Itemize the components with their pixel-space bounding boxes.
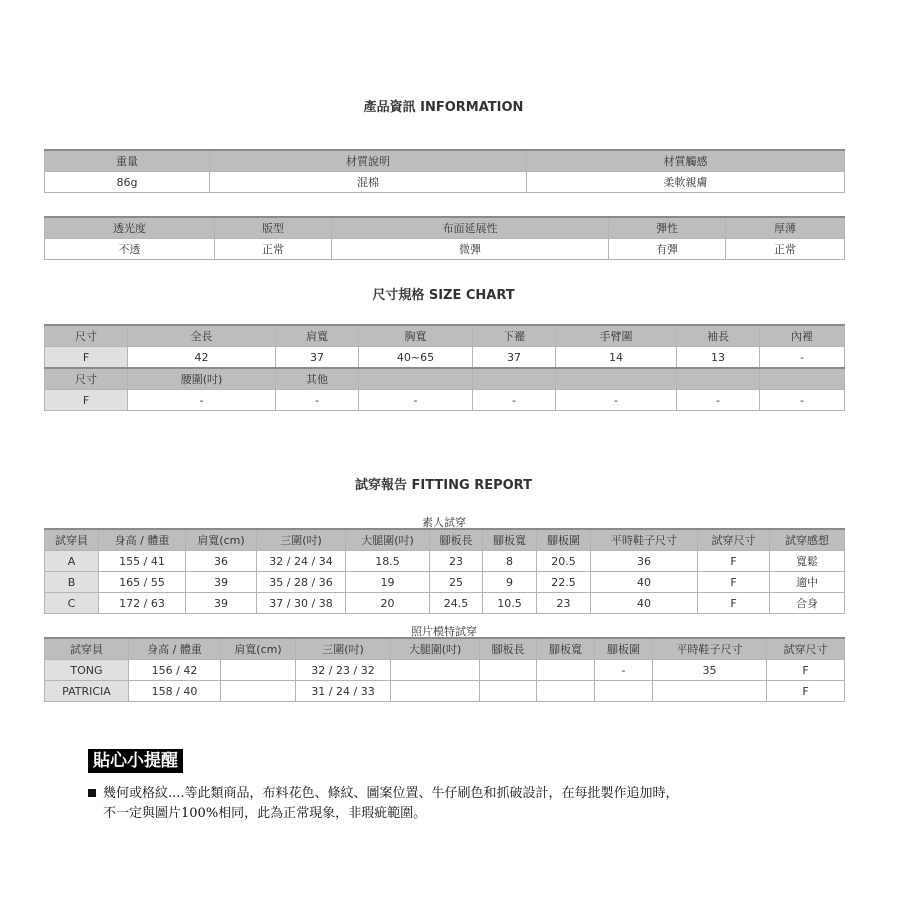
table-cell: F bbox=[698, 593, 770, 614]
table-cell: 23 bbox=[537, 593, 591, 614]
table-cell bbox=[391, 681, 480, 702]
material-table bbox=[44, 149, 845, 193]
table-cell: 22.5 bbox=[537, 572, 591, 593]
value-cell: - bbox=[677, 390, 760, 411]
table-cell: 156 / 42 bbox=[129, 660, 221, 681]
header-sleeve: 袖長 bbox=[677, 325, 760, 347]
value-weight: 86g bbox=[45, 172, 210, 193]
table-cell: 24.5 bbox=[430, 593, 483, 614]
table-cell: 31 / 24 / 33 bbox=[296, 681, 391, 702]
value-elasticity: 有彈 bbox=[609, 239, 726, 260]
value-cell: - bbox=[359, 390, 473, 411]
table-cell: 32 / 24 / 34 bbox=[257, 551, 346, 572]
header-material: 材質說明 bbox=[210, 150, 527, 172]
header-hem: 下襬 bbox=[473, 325, 556, 347]
table-cell: 適中 bbox=[770, 572, 845, 593]
value-fit: 正常 bbox=[215, 239, 332, 260]
header-empty bbox=[473, 368, 556, 390]
table-cell: 155 / 41 bbox=[99, 551, 186, 572]
header-measurements: 三圍(吋) bbox=[296, 638, 391, 660]
table-cell: F bbox=[767, 681, 845, 702]
header-empty bbox=[760, 368, 845, 390]
table-cell: 37 / 30 / 38 bbox=[257, 593, 346, 614]
amateur-caption: 素人試穿 bbox=[422, 516, 466, 529]
value-lining: - bbox=[760, 347, 845, 369]
header-waist: 腰圍(吋) bbox=[128, 368, 276, 390]
value-cell: - bbox=[473, 390, 556, 411]
table-cell: 20.5 bbox=[537, 551, 591, 572]
reminder-note bbox=[88, 784, 808, 824]
table-cell: 23 bbox=[430, 551, 483, 572]
value-material: 混棉 bbox=[210, 172, 527, 193]
size-chart-table bbox=[44, 324, 845, 411]
model-fitting-table bbox=[44, 637, 845, 702]
value-other: - bbox=[276, 390, 359, 411]
header-stretch: 布面延展性 bbox=[332, 217, 609, 239]
header-foot-girth: 腳板圍 bbox=[537, 529, 591, 551]
table-cell bbox=[221, 681, 296, 702]
table-cell: 9 bbox=[483, 572, 537, 593]
header-shoe-size: 平時鞋子尺寸 bbox=[591, 529, 698, 551]
header-tester: 試穿員 bbox=[45, 529, 99, 551]
table-cell: 寬鬆 bbox=[770, 551, 845, 572]
amateur-fitting-table bbox=[44, 528, 845, 614]
table-cell: 39 bbox=[186, 593, 257, 614]
header-foot-girth: 腳板圍 bbox=[595, 638, 653, 660]
material-value-row bbox=[45, 172, 845, 193]
value-cell: - bbox=[556, 390, 677, 411]
reminder-line-1: 幾何或格紋....等此類商品，布料花色、條紋、圖案位置、牛仔刷色和抓破設計，在每批製作追加時， bbox=[103, 786, 679, 801]
table-cell: 25 bbox=[430, 572, 483, 593]
table-cell bbox=[537, 660, 595, 681]
table-row bbox=[45, 660, 845, 681]
information-title: 產品資訊 INFORMATION bbox=[363, 100, 524, 115]
table-cell: 36 bbox=[591, 551, 698, 572]
header-thigh: 大腿圍(吋) bbox=[346, 529, 430, 551]
header-measurements: 三圍(吋) bbox=[257, 529, 346, 551]
header-opacity: 透光度 bbox=[45, 217, 215, 239]
header-shoe-size: 平時鞋子尺寸 bbox=[653, 638, 767, 660]
value-thickness: 正常 bbox=[726, 239, 845, 260]
tester-name: PATRICIA bbox=[45, 681, 129, 702]
table-cell: 40 bbox=[591, 593, 698, 614]
header-shoulder: 肩寬 bbox=[276, 325, 359, 347]
tester-name: C bbox=[45, 593, 99, 614]
table-cell bbox=[480, 681, 537, 702]
header-fit-feedback: 試穿感想 bbox=[770, 529, 845, 551]
value-sleeve: 13 bbox=[677, 347, 760, 369]
value-arm: 14 bbox=[556, 347, 677, 369]
table-cell: 8 bbox=[483, 551, 537, 572]
header-foot-length: 腳板長 bbox=[430, 529, 483, 551]
header-foot-width: 腳板寬 bbox=[483, 529, 537, 551]
square-bullet-icon bbox=[88, 789, 96, 797]
header-elasticity: 彈性 bbox=[609, 217, 726, 239]
value-stretch: 微彈 bbox=[332, 239, 609, 260]
size-chart-title: 尺寸規格 SIZE CHART bbox=[372, 288, 515, 303]
table-cell bbox=[480, 660, 537, 681]
material-header-row bbox=[45, 150, 845, 172]
model-header-row bbox=[45, 638, 845, 660]
header-empty bbox=[359, 368, 473, 390]
amateur-header-row bbox=[45, 529, 845, 551]
table-row bbox=[45, 681, 845, 702]
header-foot-length: 腳板長 bbox=[480, 638, 537, 660]
table-cell: 36 bbox=[186, 551, 257, 572]
reminder-line-2: 不一定與圖片100%相同，此為正常現象，非瑕疵範圍。 bbox=[103, 806, 427, 821]
header-empty bbox=[556, 368, 677, 390]
tester-name: A bbox=[45, 551, 99, 572]
table-row bbox=[45, 551, 845, 572]
table-cell bbox=[537, 681, 595, 702]
header-thigh: 大腿圍(吋) bbox=[391, 638, 480, 660]
table-cell bbox=[595, 681, 653, 702]
value-hem: 37 bbox=[473, 347, 556, 369]
table-row bbox=[45, 593, 845, 614]
header-height-weight: 身高 / 體重 bbox=[99, 529, 186, 551]
header-length: 全長 bbox=[128, 325, 276, 347]
value-cell: - bbox=[760, 390, 845, 411]
fabric-value-row bbox=[45, 239, 845, 260]
header-weight: 重量 bbox=[45, 150, 210, 172]
header-fit-size: 試穿尺寸 bbox=[698, 529, 770, 551]
header-texture: 材質觸感 bbox=[527, 150, 845, 172]
table-cell: 172 / 63 bbox=[99, 593, 186, 614]
header-height-weight: 身高 / 體重 bbox=[129, 638, 221, 660]
header-size: 尺寸 bbox=[45, 325, 128, 347]
size-header-row-1 bbox=[45, 325, 845, 347]
value-waist: - bbox=[128, 390, 276, 411]
table-cell: 40 bbox=[591, 572, 698, 593]
value-length: 42 bbox=[128, 347, 276, 369]
tester-name: B bbox=[45, 572, 99, 593]
table-cell bbox=[653, 681, 767, 702]
table-cell: - bbox=[595, 660, 653, 681]
value-chest: 40~65 bbox=[359, 347, 473, 369]
value-opacity: 不透 bbox=[45, 239, 215, 260]
header-fit: 版型 bbox=[215, 217, 332, 239]
header-shoulder-cm: 肩寬(cm) bbox=[221, 638, 296, 660]
size-label-2: F bbox=[45, 390, 128, 411]
header-size-2: 尺寸 bbox=[45, 368, 128, 390]
table-cell: 10.5 bbox=[483, 593, 537, 614]
value-texture: 柔軟親膚 bbox=[527, 172, 845, 193]
size-label: F bbox=[45, 347, 128, 369]
table-cell: 35 bbox=[653, 660, 767, 681]
table-cell: F bbox=[698, 551, 770, 572]
table-row bbox=[45, 572, 845, 593]
reminder-title: 貼心小提醒 bbox=[88, 749, 183, 773]
header-lining: 內裡 bbox=[760, 325, 845, 347]
header-foot-width: 腳板寬 bbox=[537, 638, 595, 660]
table-cell: 合身 bbox=[770, 593, 845, 614]
header-tester: 試穿員 bbox=[45, 638, 129, 660]
header-thickness: 厚薄 bbox=[726, 217, 845, 239]
size-value-row-2 bbox=[45, 390, 845, 411]
header-empty bbox=[677, 368, 760, 390]
table-cell: 32 / 23 / 32 bbox=[296, 660, 391, 681]
table-cell: 158 / 40 bbox=[129, 681, 221, 702]
table-cell: F bbox=[698, 572, 770, 593]
model-caption: 照片模特試穿 bbox=[411, 625, 477, 638]
header-shoulder-cm: 肩寬(cm) bbox=[186, 529, 257, 551]
table-cell: 18.5 bbox=[346, 551, 430, 572]
size-header-row-2 bbox=[45, 368, 845, 390]
table-cell: 19 bbox=[346, 572, 430, 593]
value-shoulder: 37 bbox=[276, 347, 359, 369]
table-cell: 20 bbox=[346, 593, 430, 614]
table-cell: F bbox=[767, 660, 845, 681]
size-value-row-1 bbox=[45, 347, 845, 369]
tester-name: TONG bbox=[45, 660, 129, 681]
header-fit-size: 試穿尺寸 bbox=[767, 638, 845, 660]
fabric-header-row bbox=[45, 217, 845, 239]
fitting-report-title: 試穿報告 FITTING REPORT bbox=[355, 478, 532, 493]
table-cell bbox=[221, 660, 296, 681]
table-cell: 35 / 28 / 36 bbox=[257, 572, 346, 593]
header-chest: 胸寬 bbox=[359, 325, 473, 347]
fabric-table bbox=[44, 216, 845, 260]
header-arm: 手臂圍 bbox=[556, 325, 677, 347]
table-cell: 165 / 55 bbox=[99, 572, 186, 593]
header-other: 其他 bbox=[276, 368, 359, 390]
table-cell bbox=[391, 660, 480, 681]
table-cell: 39 bbox=[186, 572, 257, 593]
